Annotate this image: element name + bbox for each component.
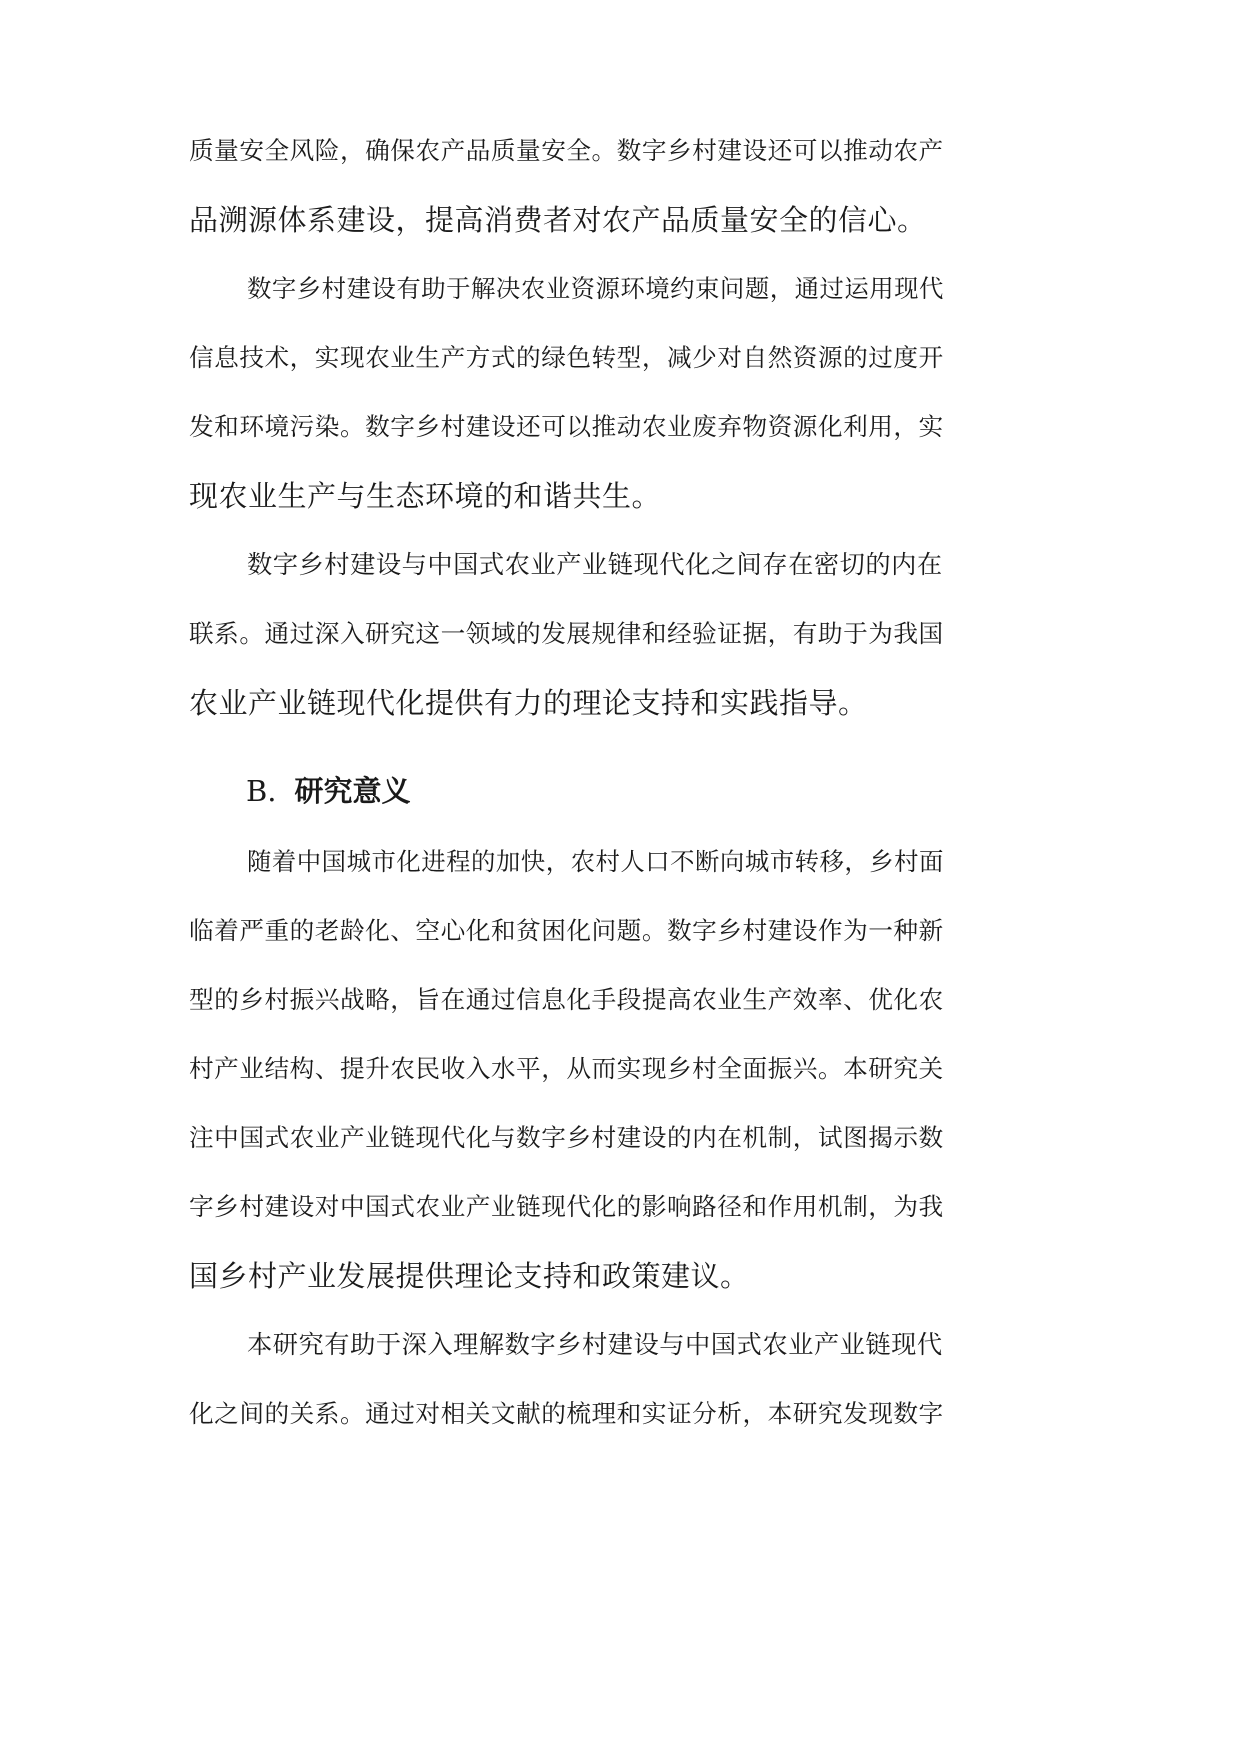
paragraph-line: 临着严重的老龄化、空心化和贫困化问题。数字乡村建设作为一种新 bbox=[189, 916, 944, 945]
paragraph-line: 国乡村产业发展提供理论支持和政策建议。 bbox=[189, 1259, 750, 1293]
paragraph-line: 注中国式农业产业链现代化与数字乡村建设的内在机制，试图揭示数 bbox=[189, 1123, 944, 1152]
paragraph-line: 联系。通过深入研究这一领域的发展规律和经验证据，有助于为我国 bbox=[189, 619, 944, 648]
paragraph-line: 字乡村建设对中国式农业产业链现代化的影响路径和作用机制，为我 bbox=[189, 1192, 944, 1221]
paragraph-line: 质量安全风险，确保农产品质量安全。数字乡村建设还可以推动农产 bbox=[189, 136, 944, 165]
paragraph-line: 村产业结构、提升农民收入水平，从而实现乡村全面振兴。本研究关 bbox=[189, 1054, 944, 1083]
section-title: 研究意义 bbox=[294, 774, 411, 808]
paragraph-line: 数字乡村建设与中国式农业产业链现代化之间存在密切的内在 bbox=[247, 550, 943, 579]
paragraph-line: 本研究有助于深入理解数字乡村建设与中国式农业产业链现代 bbox=[247, 1330, 943, 1359]
section-heading bbox=[246, 771, 411, 811]
paragraph-line: 型的乡村振兴战略，旨在通过信息化手段提高农业生产效率、优化农 bbox=[189, 985, 944, 1014]
paragraph-line: 数字乡村建设有助于解决农业资源环境约束问题，通过运用现代 bbox=[247, 274, 944, 303]
paragraph-line: 化之间的关系。通过对相关文献的梳理和实证分析，本研究发现数字 bbox=[189, 1399, 944, 1428]
paragraph-line: 农业产业链现代化提供有力的理论支持和实践指导。 bbox=[189, 686, 868, 720]
paragraph-line: 随着中国城市化进程的加快，农村人口不断向城市转移，乡村面 bbox=[247, 847, 944, 876]
paragraph-line: 现农业生产与生态环境的和谐共生。 bbox=[189, 479, 662, 513]
paragraph-line: 品溯源体系建设，提高消费者对农产品质量安全的信心。 bbox=[189, 203, 927, 237]
paragraph-line: 发和环境污染。数字乡村建设还可以推动农业废弃物资源化利用，实 bbox=[189, 412, 944, 441]
paragraph-line: 信息技术，实现农业生产方式的绿色转型，减少对自然资源的过度开 bbox=[189, 343, 944, 372]
section-marker: B. bbox=[246, 774, 277, 808]
